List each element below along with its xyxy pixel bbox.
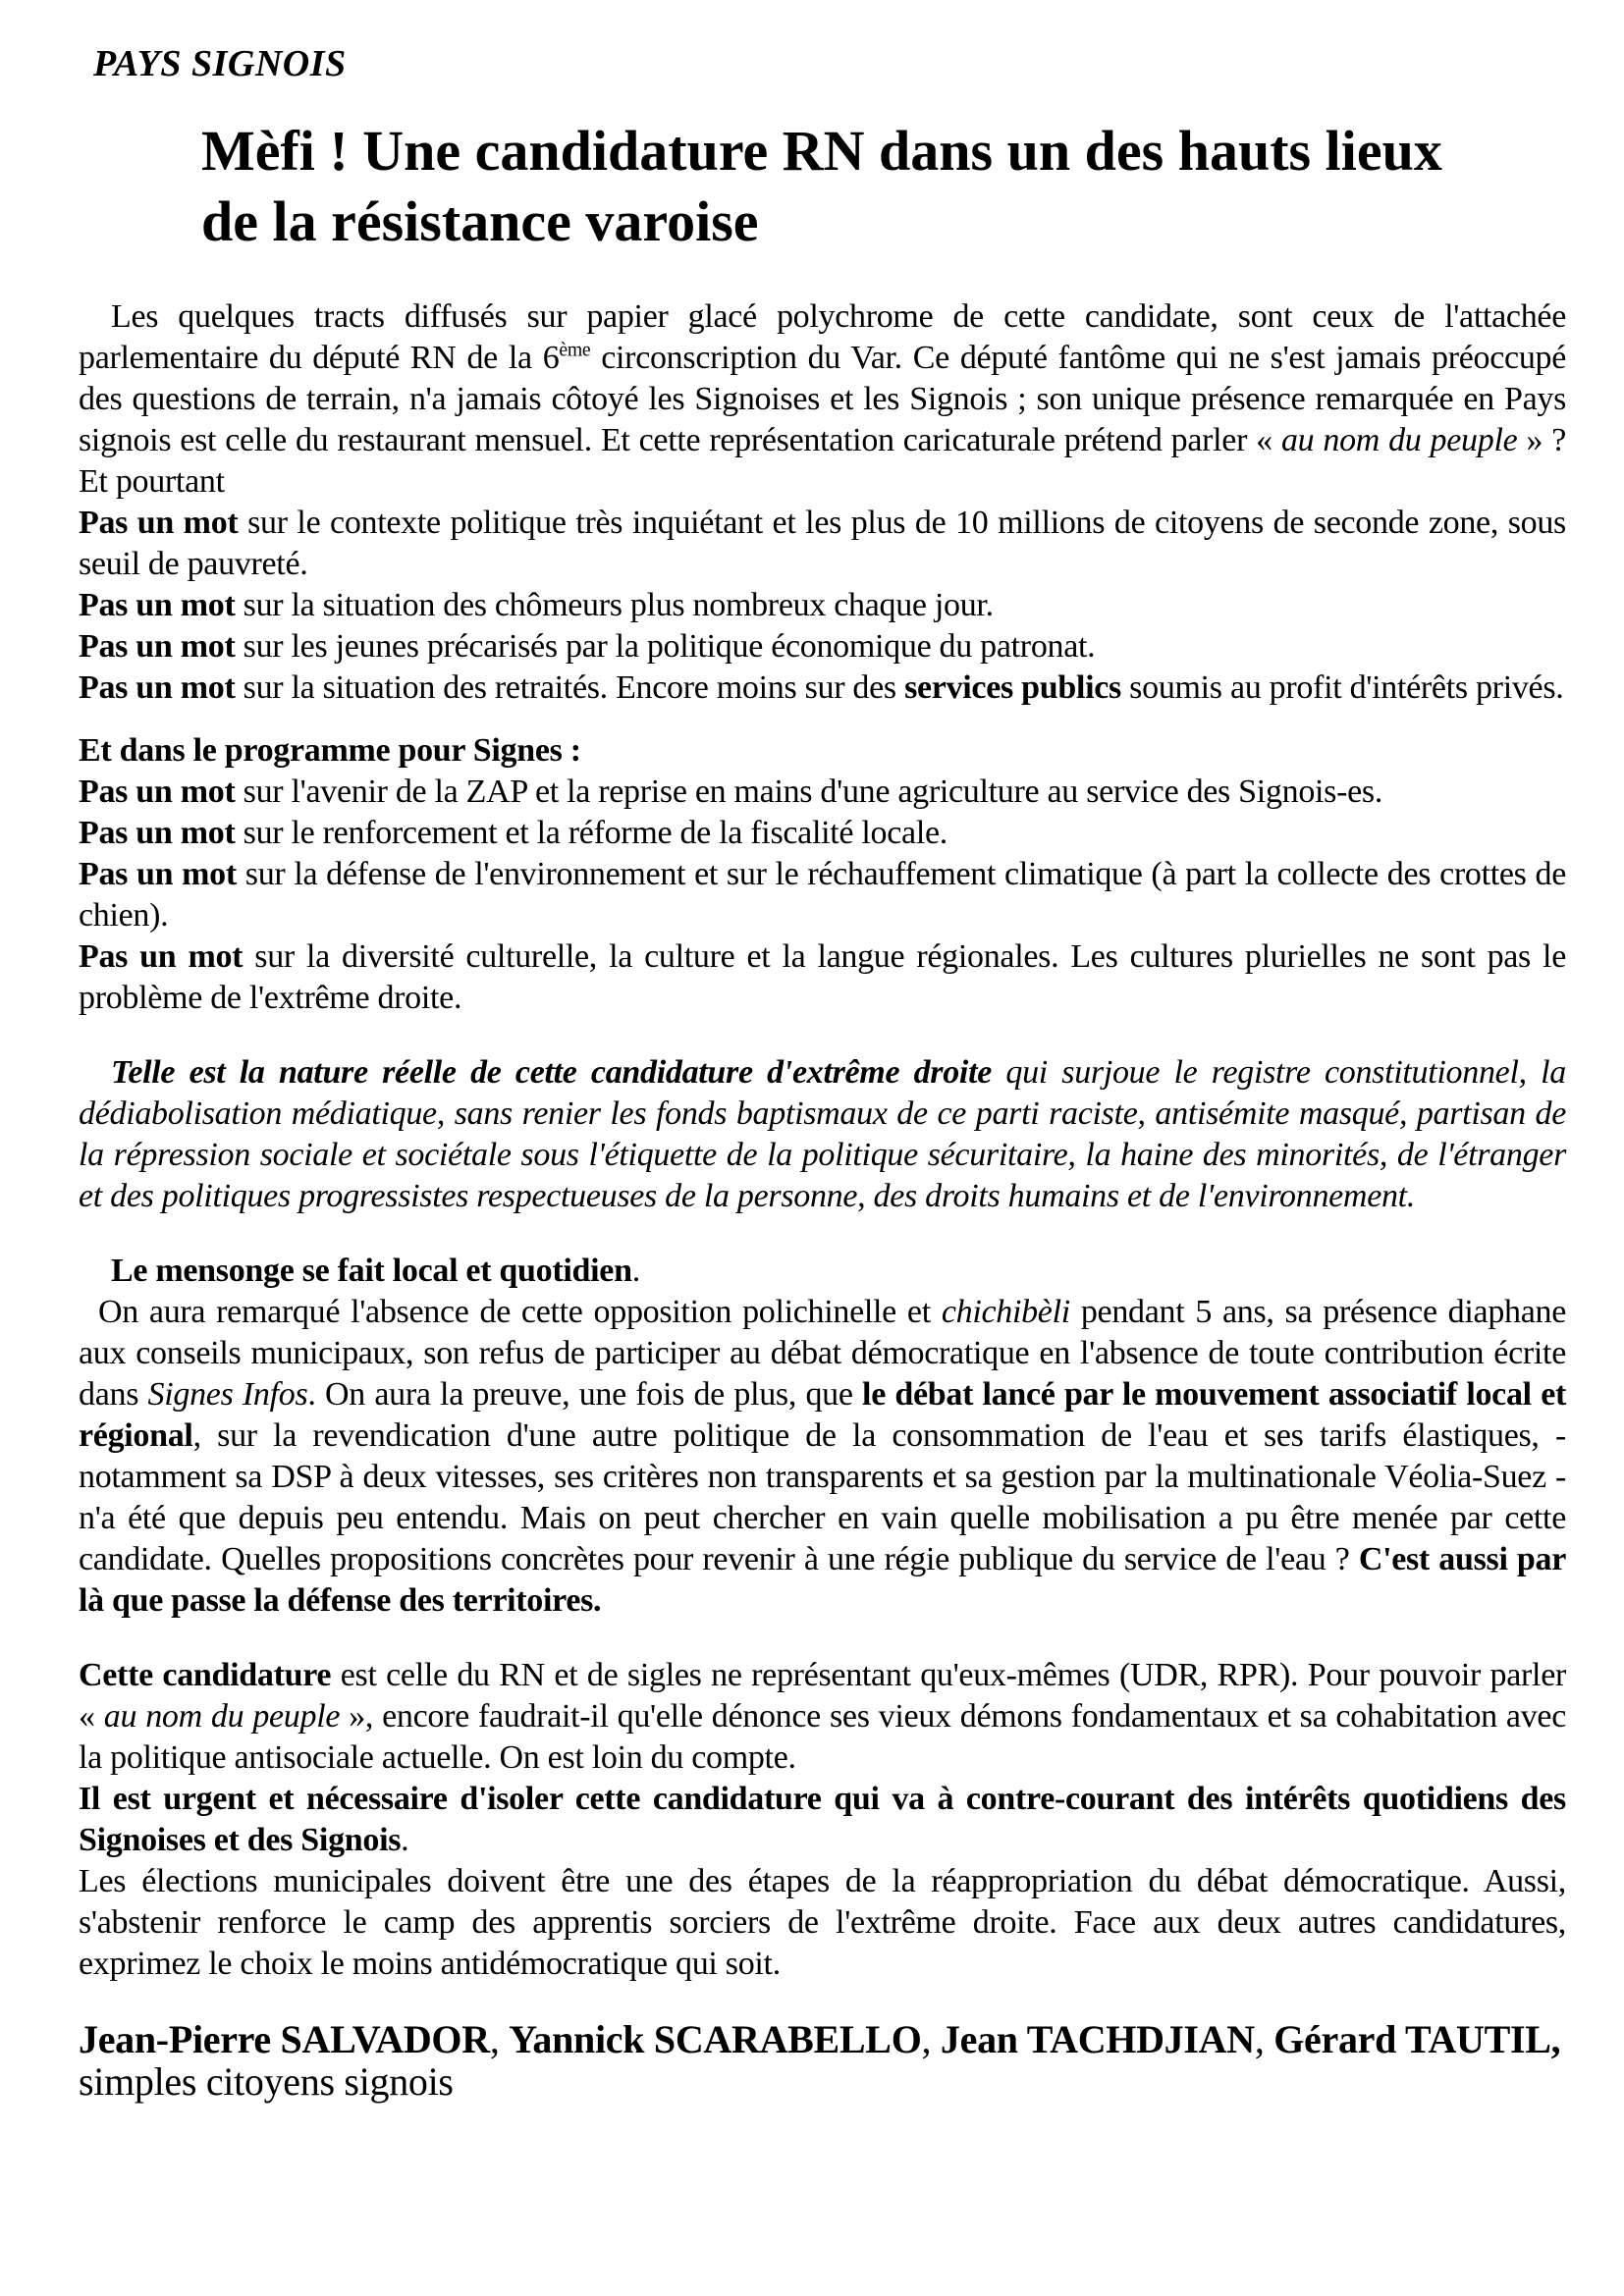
text-run: ème xyxy=(559,339,591,361)
text-run: sur le contexte politique très inquiétant et les plus de 10 millions de citoyens de seconde zone, sous seuil de pauvreté. xyxy=(79,505,1575,582)
text-run: Le mensonge se fait local et quotidien xyxy=(111,1253,632,1289)
elections-paragraph xyxy=(79,1861,1575,1985)
text-run: , xyxy=(489,2017,510,2061)
candidature-paragraph xyxy=(79,1655,1575,1779)
text-run: . On aura la preuve, une fois de plus, que xyxy=(307,1376,863,1413)
pas-un-mot-zap xyxy=(79,772,1566,813)
text-run: Pas un mot xyxy=(79,587,236,623)
text-run: sur le renforcement et la réforme de la fiscalité locale. xyxy=(235,815,947,851)
text-run: sur l'avenir de la ZAP et la reprise en mains d'une agriculture au service des Signois-es. xyxy=(235,774,1383,810)
text-run: , xyxy=(1254,2017,1274,2061)
text-run: pendant 5 ans, sa présence diaphane aux conseils municipaux, son refus de participer au débat démocratique en l'absence de toute contribution écrite dans xyxy=(79,1294,1575,1413)
text-run: sur les jeunes précarisés par la politique économique du patronat. xyxy=(235,628,1096,665)
text-run: Il est urgent et nécessaire d'isoler cette candidature qui va à contre-courant des intérêts quotidiens des Signoises et des Signois xyxy=(79,1781,1575,1858)
text-run: sur la diversité culturelle, la culture et la langue régionales. Les cultures plurielles ne sont pas le problème de l'extrême droite. xyxy=(79,938,1575,1016)
text-run: Pas un mot xyxy=(79,628,236,665)
text-run: Gérard TAUTIL, xyxy=(1273,2017,1561,2061)
text-run: . xyxy=(631,1253,640,1289)
pas-un-mot-chomeurs xyxy=(79,585,1566,626)
text-run: circonscription du Var. Ce député fantôme qui ne s'est jamais préoccupé des questions de terrain, n'a jamais côtoyé les Signoises et les Signois ; son unique présence remarquée en Pays signois est celle du restaurant mensuel. Et cette représentation caricaturale prétend parler « xyxy=(79,340,1575,458)
pas-un-mot-retraites xyxy=(79,667,1566,709)
nature-paragraph xyxy=(79,1052,1575,1217)
text-run: Telle est la nature réelle de cette candidature d'extrême droite xyxy=(111,1054,993,1091)
signature xyxy=(79,2017,1571,2104)
text-run: sur la situation des chômeurs plus nombreux chaque jour. xyxy=(235,587,994,623)
text-run: qui surjoue le registre constitutionnel, la dédiabolisation médiatique, sans renier les fonds baptismaux de ce parti raciste, antisémite masqué, partisan de la répression sociale et sociétale sous l'étiquette de la politique sécuritaire, la haine des minorités, de l'étranger et des politiques progressistes respectueuses de la personne, des droits humains et de l'environnement. xyxy=(79,1054,1575,1214)
text-run: Jean-Pierre SALVADOR xyxy=(79,2017,490,2061)
text-run: , xyxy=(921,2017,941,2061)
text-run: au nom du peuple xyxy=(103,1698,341,1735)
text-run: Pas un mot xyxy=(79,774,236,810)
text-run: Signes Infos xyxy=(147,1376,308,1413)
text-run: sur la défense de l'environnement et sur le réchauffement climatique (à part la collecte des crottes de chien). xyxy=(79,856,1575,934)
text-run: simples citoyens signois xyxy=(79,2017,1571,2104)
text-run: est celle du RN et de sigles ne représentant qu'eux-mêmes (UDR, RPR). Pour pouvoir parler « xyxy=(79,1657,1575,1735)
text-run: chichibèli xyxy=(941,1294,1070,1330)
pas-un-mot-culture xyxy=(79,936,1575,1019)
pas-un-mot-jeunes xyxy=(79,626,1566,667)
document-body xyxy=(79,296,1575,2104)
kicker: PAYS SIGNOIS xyxy=(93,43,347,84)
text-run: services publics xyxy=(904,669,1121,706)
text-run: » ? Et pourtant xyxy=(79,422,1575,500)
text-run: C'est aussi par là que passe la défense des territoires. xyxy=(79,1541,1575,1619)
pas-un-mot-contexte xyxy=(79,503,1575,585)
text-run: Pas un mot xyxy=(79,505,239,541)
text-run: Pas un mot xyxy=(79,856,237,892)
text-run: au nom du peuple xyxy=(1280,422,1518,458)
urgent-paragraph xyxy=(79,1779,1575,1861)
text-run: Pas un mot xyxy=(79,669,236,706)
pas-un-mot-environnement xyxy=(79,854,1575,936)
text-run: Les quelques tracts diffusés sur papier glacé polychrome de cette candidate, sont ceux de l'attachée parlementaire du député RN de la 6 xyxy=(79,298,1575,376)
text-run: soumis au profit d'intérêts privés. xyxy=(1120,669,1564,706)
text-run: . xyxy=(401,1822,409,1858)
text-run: sur la situation des retraités. Encore moins sur des xyxy=(235,669,905,706)
mensonge-heading xyxy=(79,1251,1566,1292)
text-run: Et dans le programme pour Signes : xyxy=(79,732,581,769)
text-run: , sur la revendication d'une autre politique de la consommation de l'eau et ses tarifs élastiques, - notamment sa DSP à deux vitesses, ses critères non transparents et sa gestion par la multinationale Véolia-Suez - n'a été que depuis peu entendu. Mais on peut chercher en vain quelle mobilisation a pu être menée par cette candidate. Quelles propositions concrètes pour revenir à une régie publique du service de l'eau ? xyxy=(79,1417,1575,1577)
text-run: Pas un mot xyxy=(79,938,244,975)
text-run: », encore faudrait-il qu'elle dénonce ses vieux démons fondamentaux et sa cohabitation avec la politique antisociale actuelle. On est loin du compte. xyxy=(79,1698,1575,1776)
text-run: le débat lancé par le mouvement associatif local et régional xyxy=(79,1376,1575,1454)
text-run: On aura remarqué l'absence de cette opposition polichinelle et xyxy=(98,1294,942,1330)
programme-heading xyxy=(79,730,1566,772)
text-run: Cette candidature xyxy=(79,1657,332,1693)
page-title: Mèfi ! Une candidature RN dans un des hauts lieux de la résistance varoise xyxy=(201,119,1442,253)
text-run: Les élections municipales doivent être une des étapes de la réappropriation du débat démocratique. Aussi, s'abstenir renforce le camp des apprentis sorciers de l'extrême droite. Face aux deux autres candidatures, exprimez le choix le moins antidémocratique qui soit. xyxy=(79,1863,1575,1982)
text-run: Pas un mot xyxy=(79,815,236,851)
local-paragraph xyxy=(79,1292,1575,1622)
pas-un-mot-fiscalite xyxy=(79,813,1566,854)
text-run: Jean TACHDJIAN xyxy=(940,2017,1255,2061)
intro-paragraph xyxy=(79,296,1575,503)
text-run: Yannick SCARABELLO xyxy=(509,2017,922,2061)
